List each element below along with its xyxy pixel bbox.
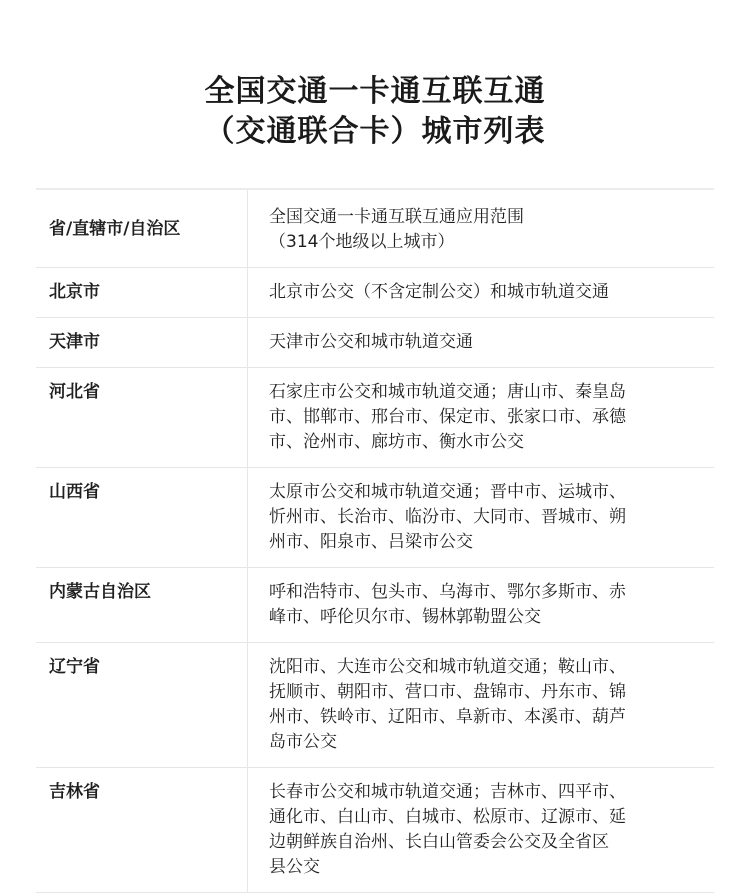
header-scope-line: 全国交通一卡通互联互通应用范围 — [269, 207, 524, 227]
header-province: 省/直辖市/自治区 — [36, 190, 248, 267]
scope-line: 州市、铁岭市、辽阳市、阜新市、本溪市、葫芦 — [269, 707, 626, 727]
table-row — [36, 643, 714, 768]
scope-line: 太原市公交和城市轨道交通；晋中市、运城市、 — [269, 482, 626, 502]
title-line-2: （交通联合卡）城市列表 — [204, 114, 546, 149]
scope-line: 抚顺市、朝阳市、营口市、盘锦市、丹东市、锦 — [269, 682, 626, 702]
province-cell: 天津市 — [36, 318, 248, 367]
scope-line: 北京市公交（不含定制公交）和城市轨道交通 — [269, 282, 609, 302]
scope-line: 忻州市、长治市、临汾市、大同市、晋城市、朔 — [269, 507, 626, 527]
province-cell: 内蒙古自治区 — [36, 568, 248, 642]
table-body — [36, 268, 714, 893]
province-cell: 山西省 — [36, 468, 248, 567]
header-scope-line: （314个地级以上城市） — [269, 232, 455, 252]
scope-cell — [248, 268, 714, 317]
province-cell: 河北省 — [36, 368, 248, 467]
scope-cell — [248, 768, 714, 892]
scope-line: 长春市公交和城市轨道交通；吉林市、四平市、 — [269, 782, 626, 802]
scope-line: 边朝鲜族自治州、长白山管委会公交及全省区 — [269, 832, 609, 852]
table-row — [36, 318, 714, 368]
city-table — [36, 188, 714, 893]
scope-cell — [248, 318, 714, 367]
scope-line: 市、邯郸市、邢台市、保定市、张家口市、承德 — [269, 407, 626, 427]
table-header-row — [36, 190, 714, 268]
province-cell: 辽宁省 — [36, 643, 248, 767]
page-title — [0, 72, 750, 152]
scope-line: 石家庄市公交和城市轨道交通；唐山市、秦皇岛 — [269, 382, 626, 402]
scope-line: 岛市公交 — [269, 732, 337, 752]
scope-line: 天津市公交和城市轨道交通 — [269, 332, 473, 352]
province-cell: 吉林省 — [36, 768, 248, 892]
table-row — [36, 468, 714, 568]
scope-cell — [248, 368, 714, 467]
table-row — [36, 368, 714, 468]
scope-line: 沈阳市、大连市公交和城市轨道交通；鞍山市、 — [269, 657, 626, 677]
scope-line: 呼和浩特市、包头市、乌海市、鄂尔多斯市、赤 — [269, 582, 626, 602]
scope-cell — [248, 568, 714, 642]
scope-line: 通化市、白山市、白城市、松原市、辽源市、延 — [269, 807, 626, 827]
title-line-1: 全国交通一卡通互联互通 — [204, 74, 546, 109]
scope-line: 州市、阳泉市、吕梁市公交 — [269, 532, 473, 552]
scope-line: 峰市、呼伦贝尔市、锡林郭勒盟公交 — [269, 607, 541, 627]
table-row — [36, 768, 714, 893]
table-row — [36, 568, 714, 643]
scope-cell — [248, 468, 714, 567]
scope-line: 市、沧州市、廊坊市、衡水市公交 — [269, 432, 524, 452]
header-scope — [248, 190, 714, 267]
scope-cell — [248, 643, 714, 767]
province-cell: 北京市 — [36, 268, 248, 317]
table-row — [36, 268, 714, 318]
scope-line: 县公交 — [269, 857, 320, 877]
